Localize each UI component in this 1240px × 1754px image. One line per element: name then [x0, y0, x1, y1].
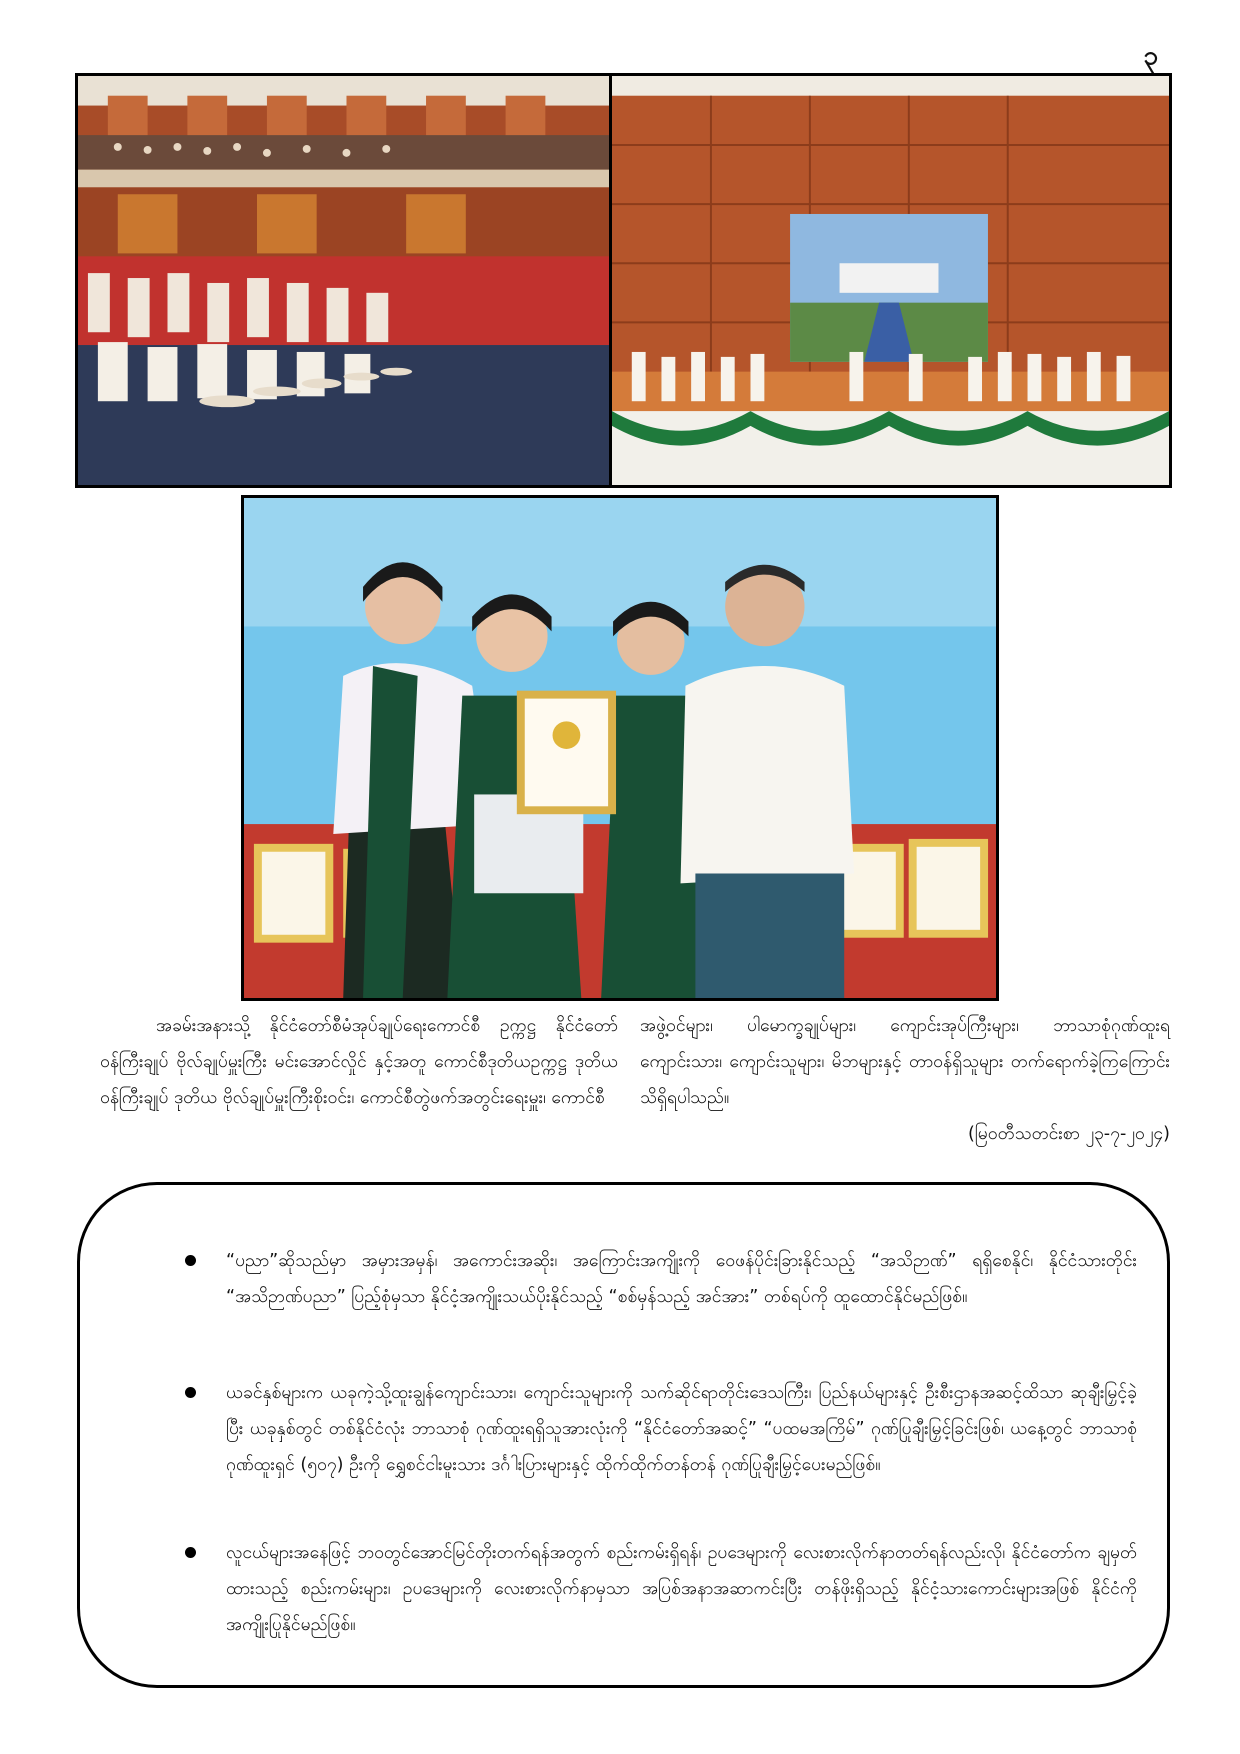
bullet-icon	[185, 1255, 196, 1266]
audience-hall-photo	[75, 73, 611, 488]
bullet-icon	[185, 1387, 196, 1398]
caption-left-column	[100, 1008, 618, 1116]
news-source: (မြဝတီသတင်းစာ ၂၃-၇-၂၀၂၄)	[968, 1124, 1170, 1144]
key-point-item	[152, 1243, 1137, 1315]
caption-right-column	[640, 1008, 1170, 1152]
key-point-item	[152, 1535, 1137, 1643]
stage-performance-photo	[609, 73, 1172, 488]
caption-left-text: အခမ်းအနားသို့ နိုင်ငံတော်စီမံအုပ်ချုပ်ရေးကောင်စီ ဥက္ကဋ္ဌ နိုင်ငံတော်ဝန်ကြီးချုပ် ဗိုလ်ချုပ်မှူးကြီး မင်းအောင်လှိုင် နှင့်အတူ ကောင်စီဒုတိယဥက္ကဋ္ဌ ဒုတိယဝန်ကြီးချုပ် ဒုတိယ ဗိုလ်ချုပ်မှူးကြီးစိုးဝင်း၊ ကောင်စီတွဲဖက်အတွင်းရေးမှူး၊ ကောင်စီ	[100, 1016, 618, 1108]
key-point-item	[152, 1375, 1137, 1483]
key-point-text: လူငယ်များအနေဖြင့် ဘဝတွင်အောင်မြင်တိုးတက်ရန်အတွက် စည်းကမ်းရှိရန်၊ ဥပဒေများကို လေးစားလိုက်နာတတ်ရန်လည်းလို၊ နိုင်ငံတော်က ချမှတ်ထားသည့် စည်းကမ်းများ၊ ဥပဒေများကို လေးစားလိုက်နာမှသာ အပြစ်အနာအဆာကင်းပြီး တန်ဖိုးရှိသည့် နိုင်ငံ့သားကောင်းများအဖြစ် နိုင်ငံကိုအကျိုးပြုနိုင်မည်ဖြစ်။	[226, 1543, 1137, 1635]
award-presentation-photo	[241, 495, 999, 1001]
page-number: ၃	[1143, 41, 1158, 71]
key-point-text: “ပညာ”ဆိုသည်မှာ အမှားအမှန်၊ အကောင်းအဆိုး၊ အကြောင်းအကျိုးကို ဝေဖန်ပိုင်းခြားနိုင်သည့် “အသိဉာဏ်” ရရှိစေနိုင်၊ နိုင်ငံသားတိုင်း “အသိဉာဏ်ပညာ” ပြည့်စုံမှသာ နိုင်ငံ့အကျိုးသယ်ပိုးနိုင်သည့် “စစ်မှန်သည့် အင်အား” တစ်ရပ်ကို ထူထောင်နိုင်မည်ဖြစ်။	[226, 1251, 1137, 1307]
key-points-box	[77, 1182, 1170, 1688]
caption-right-text: အဖွဲ့ဝင်များ၊ ပါမောက္ခချုပ်များ၊ ကျောင်းအုပ်ကြီးများ၊ ဘာသာစုံဂုဏ်ထူးရ ကျောင်းသား၊ ကျောင်းသူများ၊ မိဘများနှင့် တာဝန်ရှိသူများ တက်ရောက်ခဲ့ကြကြောင်း သိရှိရပါသည်။	[640, 1016, 1170, 1108]
bullet-icon	[185, 1547, 196, 1558]
key-point-text: ယခင်နှစ်များက ယခုကဲ့သို့ထူးချွန်ကျောင်းသား၊ ကျောင်းသူများကို သက်ဆိုင်ရာတိုင်းဒေသကြီး၊ ပြည်နယ်များနှင့် ဦးစီးဌာနအဆင့်ထိသာ ဆုချီးမြှင့်ခဲ့ပြီး ယခုနှစ်တွင် တစ်နိုင်ငံလုံး ဘာသာစုံ ဂုဏ်ထူးရရှိသူအားလုံးကို “နိုင်ငံတော်အဆင့်” “ပထမအကြိမ်” ဂုဏ်ပြုချီးမြှင့်ခြင်းဖြစ်၊ ယနေ့တွင် ဘာသာစုံဂုဏ်ထူးရှင် (၅၀၇) ဦးကို ရွှေစင်ငါးမူးသား ဒင်္ဂါးပြားများနှင့် ထိုက်ထိုက်တန်တန် ဂုဏ်ပြုချီးမြှင့်ပေးမည်ဖြစ်။	[226, 1383, 1137, 1475]
